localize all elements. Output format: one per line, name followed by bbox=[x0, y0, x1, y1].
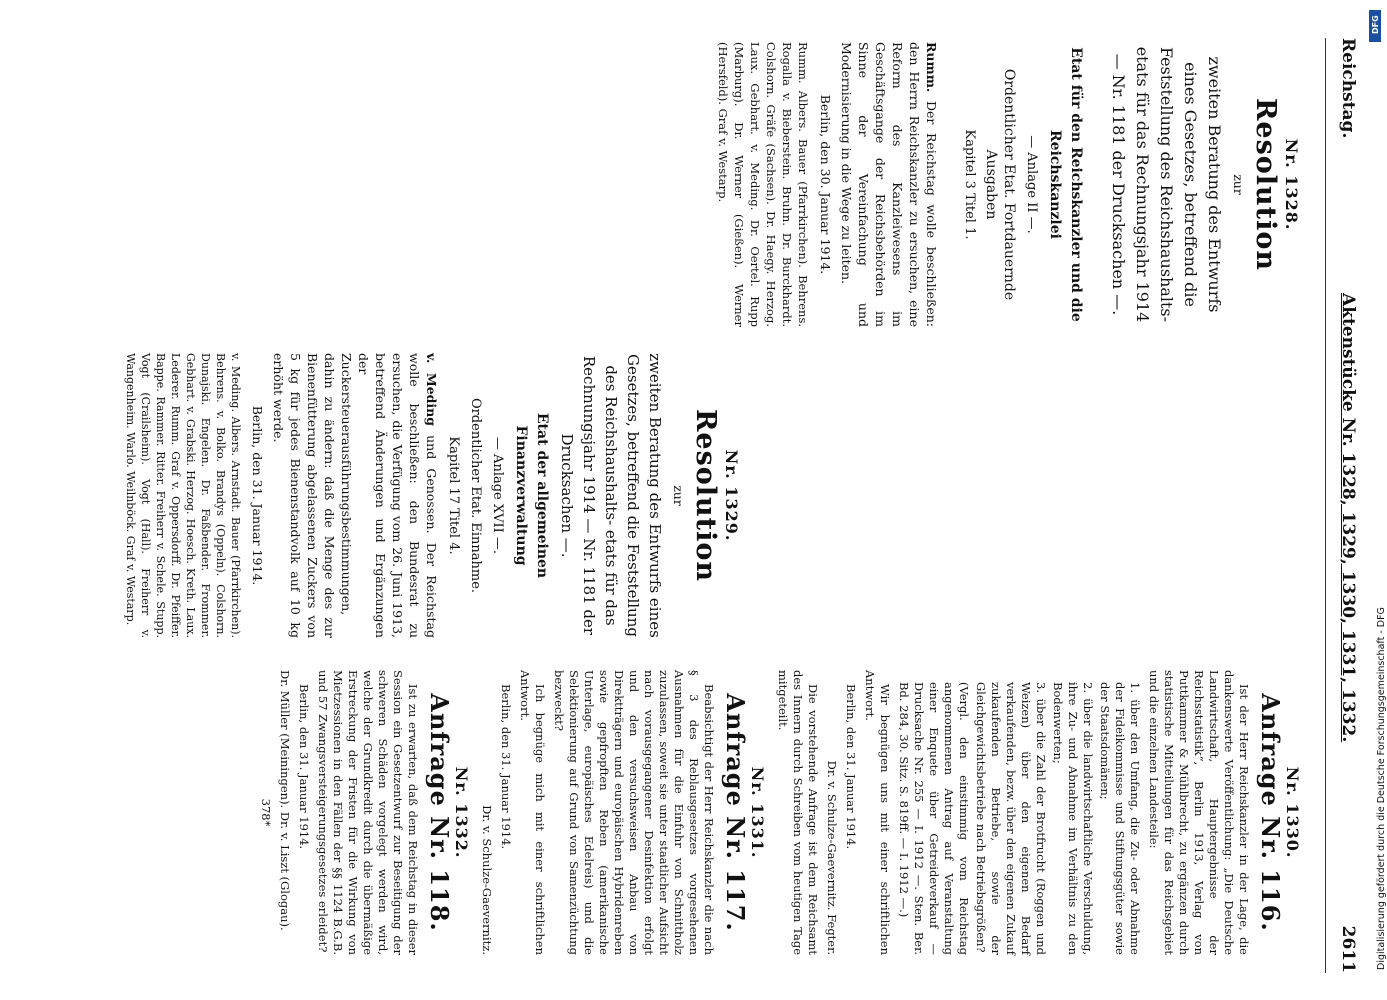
etat-1329: Etat der allgemeinen Finanzverwaltung bbox=[513, 412, 550, 579]
motion-text-1329: und Genossen. Der Reichstag wolle beschließen: den Bundesrat zu ersuchen, die Verfügung vom 26. Juni 1913, betreffend Änderungen und Ergänzungen der Zuckersteuerausführungsbestimmungen, dahin zu ändern: daß die Menge des zur Bienenfütterung abgelassenen Zuckers von 5 kg für jedes Bienenstandvolk auf 10 kg erhöht werde. bbox=[271, 353, 439, 638]
kapitel-1328: Kapitel 3 Titel 1. bbox=[962, 129, 977, 240]
question-1330-answer: Wir begnügen uns mit einer schriftlichen Antwort. bbox=[863, 670, 892, 955]
doc-number-1332: Nr. 1332. bbox=[452, 766, 471, 859]
mover-1328: Rumm. bbox=[924, 42, 939, 93]
column-middle bbox=[10, 353, 1310, 638]
column-right bbox=[10, 670, 1310, 955]
etat-1328: Etat für den Reichskanzler und die Reichskanzlei bbox=[1047, 47, 1084, 322]
signatories-1329: v. Meding. Albers. Arnstadt. Bauer (Pfarrkirchen). Behrens. v. Bolko. Brandys (Oppeln). Colshorn. Dunajski. Engelen. Dr. Faßbender. Frommer. Gebhart. v. Grabski. Herzog. Hoesch. Kreth. Laux. Lederer. Rumm. Graf v. Oppersdorff. Dr. Pfeiffer. Bappe. Rammer. Ritter. Freiherr v. Schele. Stupp. Vogt (Crailsheim). Vogt (Hall). Freiherr v. Wangenheim. Warlo. Weilnböck. Graf v. Westarp. bbox=[124, 353, 242, 638]
intro-1329: zweiten Beratung des Entwurfs eines Gesetzes, betreffend die Feststellung des Reichshaushalts- etats für das Rechnungsjahr 1914 — Nr. 1181 der Drucksachen —. bbox=[558, 353, 664, 638]
header-left: Reichstag. bbox=[1338, 38, 1358, 139]
ordentlich-1329: Ordentlicher Etat. Einnahme. bbox=[468, 397, 483, 594]
funding-credit: Digitalisierung gefördert durch die Deutsche Forschungsgemeinschaft - DFG bbox=[1376, 607, 1387, 970]
doc-number-1331: Nr. 1331. bbox=[748, 766, 767, 859]
signature-mark: 378* bbox=[259, 798, 273, 827]
question-1330-date: Berlin, den 31. Januar 1914. bbox=[844, 684, 858, 850]
motion-1329 bbox=[270, 353, 440, 638]
doc-number-1330: Nr. 1330. bbox=[1283, 766, 1302, 859]
dfg-logo-text: DFG bbox=[1371, 15, 1380, 34]
rotated-document-page bbox=[2, 8, 1372, 993]
kapitel-1329: Kapitel 17 Titel 4. bbox=[446, 436, 461, 555]
page-number: 2611 bbox=[1338, 925, 1358, 973]
question-1331-date: Berlin, den 31. Januar 1914. bbox=[499, 684, 513, 850]
question-1331-answer: Ich begnüge mich mit einer schriftlichen Antwort. bbox=[518, 670, 547, 955]
running-header bbox=[1325, 38, 1366, 973]
ordentlich-1328: Ordentlicher Etat. Fortdauernde Ausgaben bbox=[983, 68, 1017, 301]
question-1330-intro: Ist der Herr Reichskanzler in der Lage, die dankenswerte Veröffentlichung: „Die Deutsche Landwirtschaft, Hauptergebnisse der Reichsstatistik“, Berlin 1913, Verlag von Puttkammer & Mühlbrecht, zu ergänzen durch statistische Mitteilungen für das Reichsgebiet und die einzelnen Landesteile: bbox=[1147, 670, 1251, 955]
doc-title-1332: Anfrage Nr. 118. bbox=[425, 693, 454, 932]
date-1328: Berlin, den 30. Januar 1914. bbox=[818, 94, 833, 275]
motion-text-1328: Der Reichstag wolle beschließen: den Herrn Reichskanzler zu ersuchen, eine Reform des Kanzleiwesens im Geschäftsgange der Reichsbehörden im Sinne der Vereinfachung und Modernisierung in die Wege zu leiten. bbox=[839, 42, 939, 327]
zur-1328: zur bbox=[1231, 174, 1246, 195]
question-1331-text: Beabsichtigt der Herr Reichskanzler die nach § 3 des Reblausgesetzes vorgesehenen Ausnahmen für die Einfuhr von Schnittholz zuzulassen, soweit sie unter staatlicher Aufsicht nach vorausgegangener Desinfektion erfolgt und den versuchsweisen Anbau von Direktträgern und europäischen Hybridenreben sowie gepfropften Reben (amerikanische Unterlage, europäisches Edelreis) und die Selektionierung auf Grund von Samenzüchtung bezweckt? bbox=[552, 670, 716, 955]
doc-number-1328: Nr. 1328. bbox=[1282, 138, 1301, 231]
doc-title-1331: Anfrage Nr. 117. bbox=[721, 693, 750, 932]
mover-1329: v. Meding bbox=[424, 353, 439, 426]
header-center: Aktenstücke Nr. 1328, 1329, 1330, 1331, 1332. bbox=[1338, 293, 1358, 743]
column-left bbox=[10, 42, 1310, 327]
question-1330-signatures: Dr. v. Schulze-Gaevernitz. Fegter. bbox=[825, 760, 839, 955]
doc-title-1330: Anfrage Nr. 116. bbox=[1256, 693, 1285, 932]
doc-title-1329: Resolution bbox=[690, 408, 721, 583]
question-1330-item-3: 3. über die Zahl der Brotfrucht (Roggen und Weizen) über den eigenen Bedarf verkaufenden, bezw. über den eigenen Zukauf zukaufenden Betriebe, sowie der Gleichgewichtsbetriebe nach Betriebsgrößen? bbox=[974, 682, 1048, 955]
zur-1329: zur bbox=[671, 485, 686, 506]
dfg-logo bbox=[1369, 10, 1381, 42]
anlage-1329: — Anlage XVII —. bbox=[490, 436, 505, 555]
question-1331-signature: Dr. v. Schulze-Gaevernitz. bbox=[480, 805, 494, 955]
question-1330-reference: (Vergl. den einstimmig vom Reichstag angenommenen Antrag auf Veranstaltung einer Enquete über Getreideverkauf — Drucksache Nr. 255 — I. 1912 —. Sten. Ber. Bd. 284, 30. Sitz. S. 819ff. — I. 1912 —.) bbox=[897, 682, 971, 955]
motion-1328 bbox=[838, 42, 940, 327]
anlage-1328: — Anlage II —. bbox=[1024, 135, 1039, 234]
question-1330-item-2: 2. über die landwirtschaftliche Verschuldung, ihre Zu- und Abnahme im Verhältnis zu den Bodenwerten; bbox=[1051, 682, 1095, 955]
question-1332-date: Berlin, den 31. Januar 1914. bbox=[297, 684, 311, 850]
doc-number-1329: Nr. 1329. bbox=[722, 449, 741, 542]
question-1332-signatures: Dr. Müller (Meiningen). Dr. v. Liszt (Glogau). bbox=[278, 670, 292, 931]
signatories-1328: Rumm. Albers. Bauer (Pfarrkirchen). Behrens. Rogalla v. Bieberstein. Bruhn. Dr. Burckhardt. Colshorn. Gräfe (Sachsen). Dr. Haegy. Herzog. Laux. Gebhart. v. Meding. Dr. Oertel. Rupp (Marburg). Dr. Werner (Gießen). Werner (Hersfeld). Graf v. Westarp. bbox=[716, 42, 810, 327]
doc-title-1328: Resolution bbox=[1250, 97, 1281, 272]
date-1329: Berlin, den 31. Januar 1914. bbox=[250, 405, 265, 586]
question-1332-text: Ist zu erwarten, daß dem Reichstag in dieser Session ein Gesetzentwurf zur Beseitigung der schweren Schäden vorgelegt werden wird, welche der Grundkredit durch die übermäßige Erstreckung der Fristen für die Wirkung von Mietzessionen in den Fällen der §§ 1124 B.G.B. und 57 Zwangsversteigerungsgesetzes erleidet? bbox=[316, 670, 420, 955]
question-1330-note: Die vorstehende Anfrage ist dem Reichsamt des Innern durch Schreiben vom heutigen Tage mitgeteilt. bbox=[776, 670, 820, 955]
intro-1328: zweiten Beratung des Entwurfs eines Gesetzes, betreffend die Feststellung des Reichshaushalts- etats für das Rechnungsjahr 1914 — Nr. 1181 der Drucksachen —. bbox=[1109, 46, 1224, 323]
question-1330-item-1: 1. über den Umfang, die Zu- oder Abnahme der Fideikommisse und Stiftungsgüter sowie der Staatsdomänen; bbox=[1098, 682, 1142, 955]
